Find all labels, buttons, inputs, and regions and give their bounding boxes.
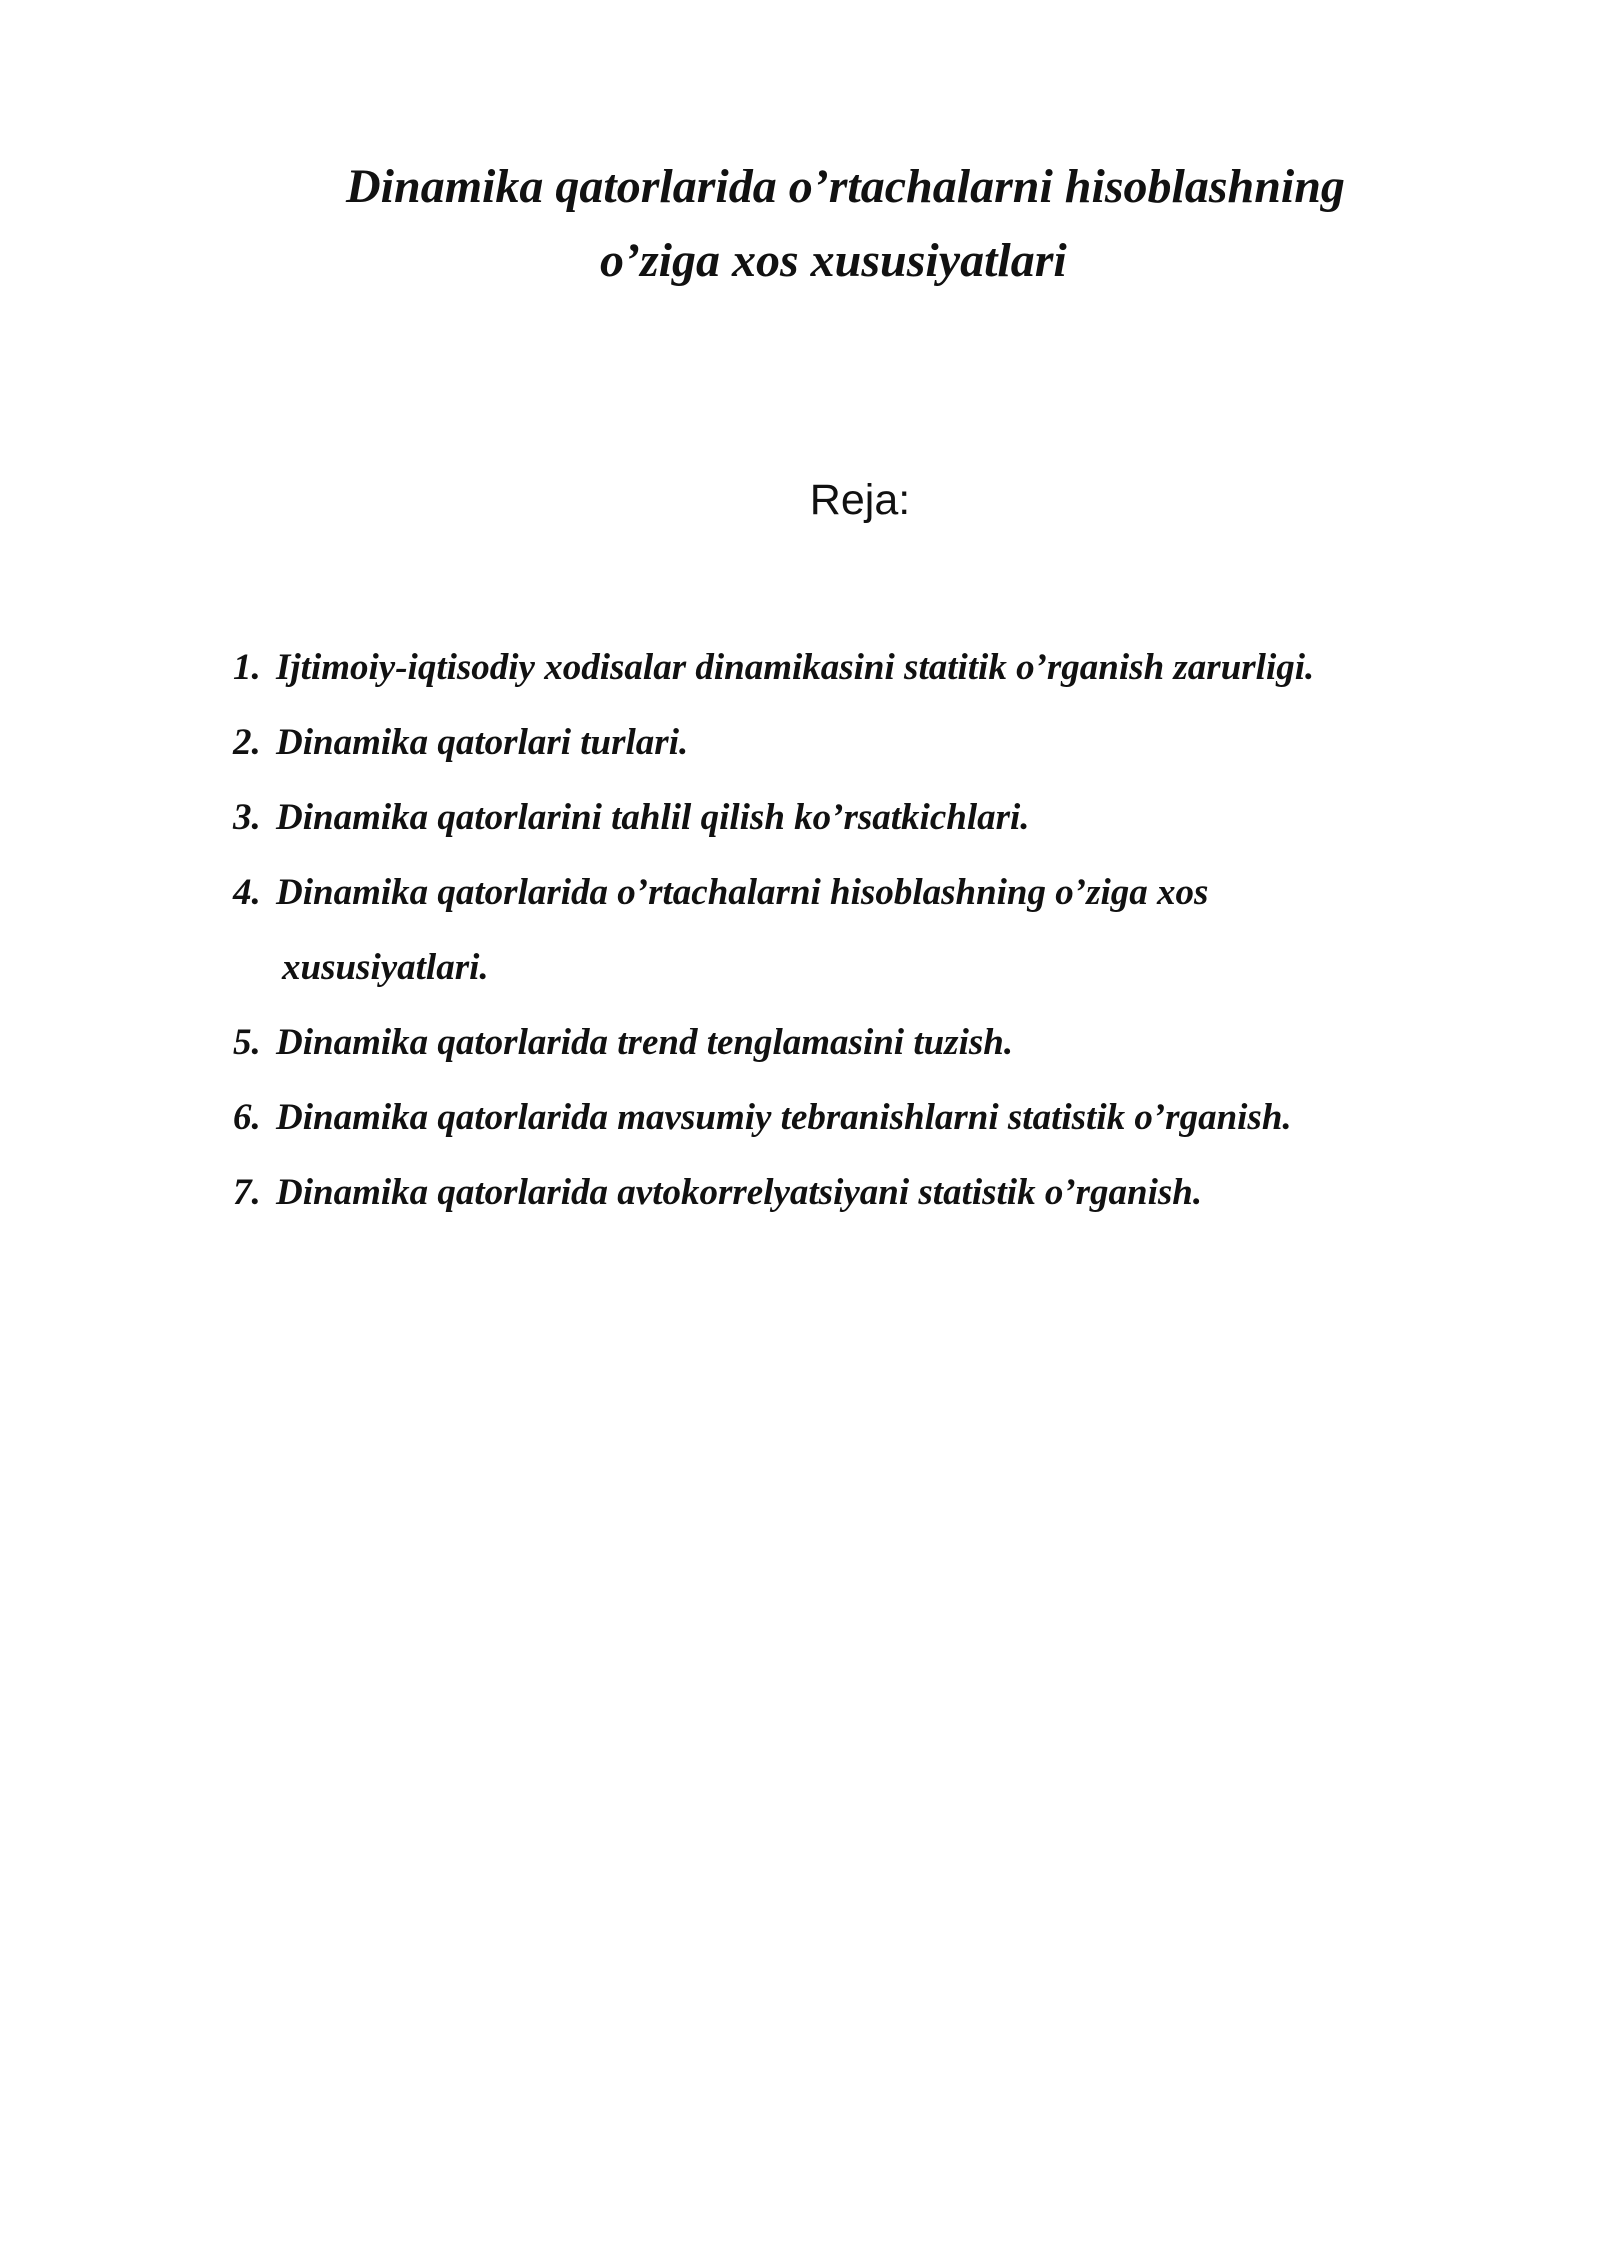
plan-item-number: 7. <box>233 1172 261 1213</box>
plan-item-4 <box>233 855 1533 1005</box>
plan-item-text: Ijtimoiy-iqtisodiy xodisalar dinamikasini statitik o’rganish zarurligi. <box>276 647 1315 688</box>
plan-item-6 <box>233 1080 1533 1155</box>
plan-item-number: 2. <box>233 722 261 763</box>
plan-item-1 <box>233 630 1533 705</box>
plan-item-2 <box>233 705 1533 780</box>
plan-list <box>233 630 1533 1230</box>
plan-item-text: Dinamika qatorlarini tahlil qilish ko’rsatkichlari. <box>276 797 1030 838</box>
plan-item-text-continuation: xususiyatlari. <box>282 947 489 988</box>
plan-item-text: Dinamika qatorlarida trend tenglamasini tuzish. <box>276 1022 1014 1063</box>
plan-item-text: Dinamika qatorlarida avtokorrelyatsiyani statistik o’rganish. <box>276 1172 1203 1213</box>
plan-item-text: Dinamika qatorlari turlari. <box>276 722 689 763</box>
plan-item-3 <box>233 780 1533 855</box>
plan-item-7 <box>233 1155 1533 1230</box>
plan-item-text: Dinamika qatorlarida mavsumiy tebranishlarni statistik o’rganish. <box>276 1097 1292 1138</box>
document-title <box>0 150 1600 298</box>
plan-item-number: 3. <box>233 797 261 838</box>
plan-heading: Reja: <box>809 476 911 524</box>
title-line-1: Dinamika qatorlarida o’rtachalarni hisoblashning <box>346 160 1345 213</box>
plan-item-number: 1. <box>233 647 261 688</box>
plan-item-text: Dinamika qatorlarida o’rtachalarni hisoblashning o’ziga xos <box>276 872 1209 913</box>
plan-item-5 <box>233 1005 1533 1080</box>
title-line-2: o’ziga xos xususiyatlari <box>600 234 1067 287</box>
plan-item-number: 4. <box>233 872 261 913</box>
plan-item-number: 6. <box>233 1097 261 1138</box>
plan-item-number: 5. <box>233 1022 261 1063</box>
